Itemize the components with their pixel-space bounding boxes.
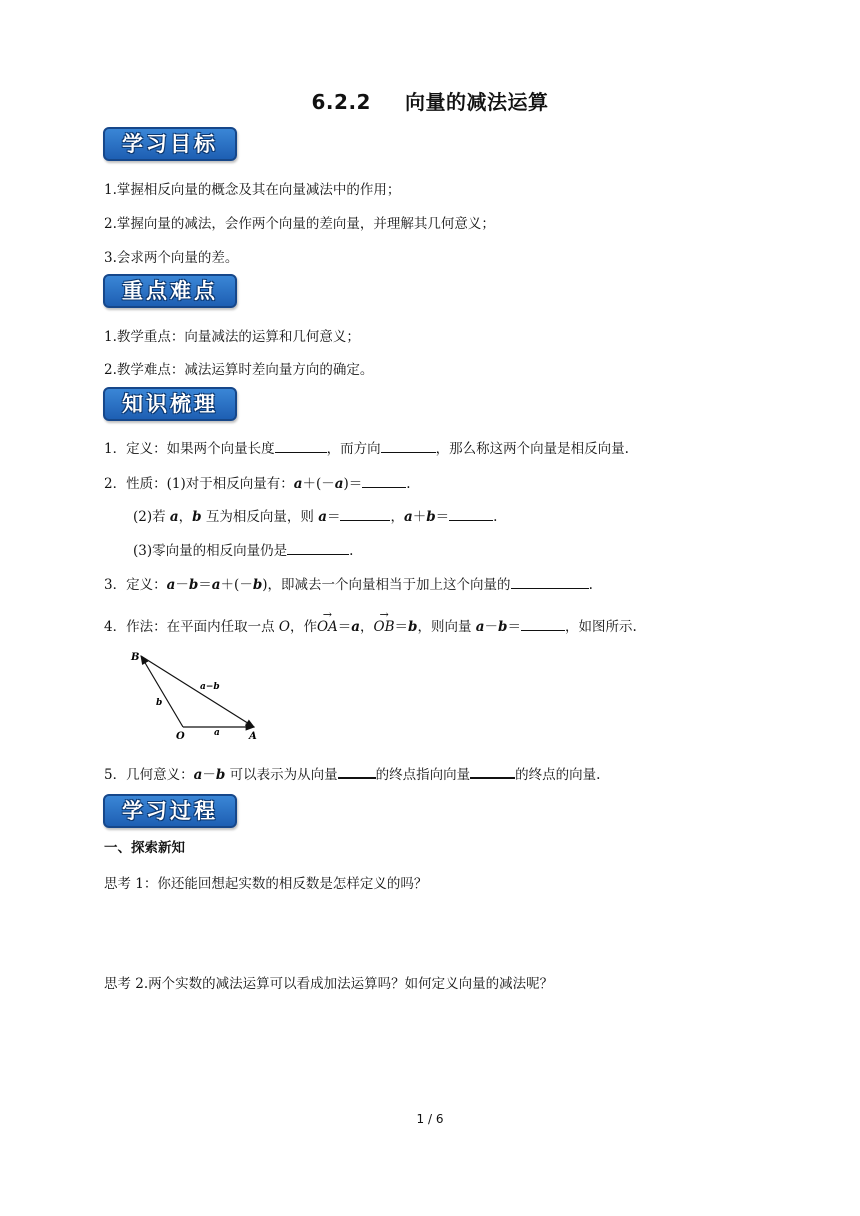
vector-b-line (141, 656, 183, 727)
blank (340, 508, 390, 521)
page-title (0, 86, 860, 115)
knowledge-item-2c: (3)零向量的相反向量仍是 . (133, 543, 354, 559)
blank (338, 765, 376, 779)
think-2: 思考 2.两个实数的减法运算可以看成加法运算吗？如何定义向量的减法呢？ (104, 976, 554, 992)
page-number: 1 / 6 (416, 1112, 444, 1126)
objective-3: 3.会求两个向量的差。 (104, 250, 239, 266)
blank (287, 542, 349, 555)
label-a-minus-b: a−b (200, 682, 220, 692)
badge-knowledge: 知识梳理 (103, 387, 237, 421)
knowledge-item-3: 3．定义：a－b＝a＋(－b)，即减去一个向量相当于加上这个向量的 . (104, 577, 593, 593)
label-A: A (249, 731, 257, 742)
blank (511, 576, 589, 589)
label-b: b (156, 698, 163, 708)
blank (470, 765, 515, 779)
blank (449, 508, 493, 521)
blank (381, 440, 436, 453)
label-O: O (176, 731, 185, 742)
badge-process: 学习过程 (103, 794, 237, 828)
title-text: 向量的减法运算 (404, 90, 549, 114)
knowledge-item-4: 4．作法：在平面内任取一点 O，作→ OA＝a，→ OB＝b，则向量 a－b＝ ，如图所示. (104, 615, 637, 635)
title-number: 6.2.2 (311, 90, 371, 114)
label-B: B (131, 652, 140, 663)
blank (521, 618, 565, 631)
think-1: 思考 1：你还能回想起实数的相反数是怎样定义的吗？ (104, 876, 428, 892)
objective-1: 1.掌握相反向量的概念及其在向量减法中的作用； (104, 182, 401, 198)
knowledge-item-2b: (2)若 a，b 互为相反向量，则 a＝ ，a＋b＝ . (133, 509, 498, 525)
section-heading: 一、探索新知 (104, 840, 185, 856)
badge-objectives: 学习目标 (103, 127, 237, 161)
vector-diagram (128, 648, 268, 744)
blank (275, 440, 327, 453)
knowledge-item-5: 5．几何意义：a－b 可以表示为从向量 的终点指向向量 的终点的向量. (104, 767, 601, 783)
key-point-1: 1.教学重点：向量减法的运算和几何意义； (104, 329, 360, 345)
badge-key-points: 重点难点 (103, 274, 237, 308)
key-point-2: 2.教学难点：减法运算时差向量方向的确定。 (104, 362, 374, 378)
blank (362, 475, 406, 488)
objective-2: 2.掌握向量的减法，会作两个向量的差向量，并理解其几何意义； (104, 216, 495, 232)
knowledge-item-2: 2．性质：(1)对于相反向量有：a＋(－a)＝ . (104, 476, 411, 492)
knowledge-item-1: 1．定义：如果两个向量长度 ，而方向 ，那么称这两个向量是相反向量. (104, 441, 629, 457)
label-a: a (214, 728, 220, 738)
vector-a-minus-b-line (141, 656, 254, 727)
